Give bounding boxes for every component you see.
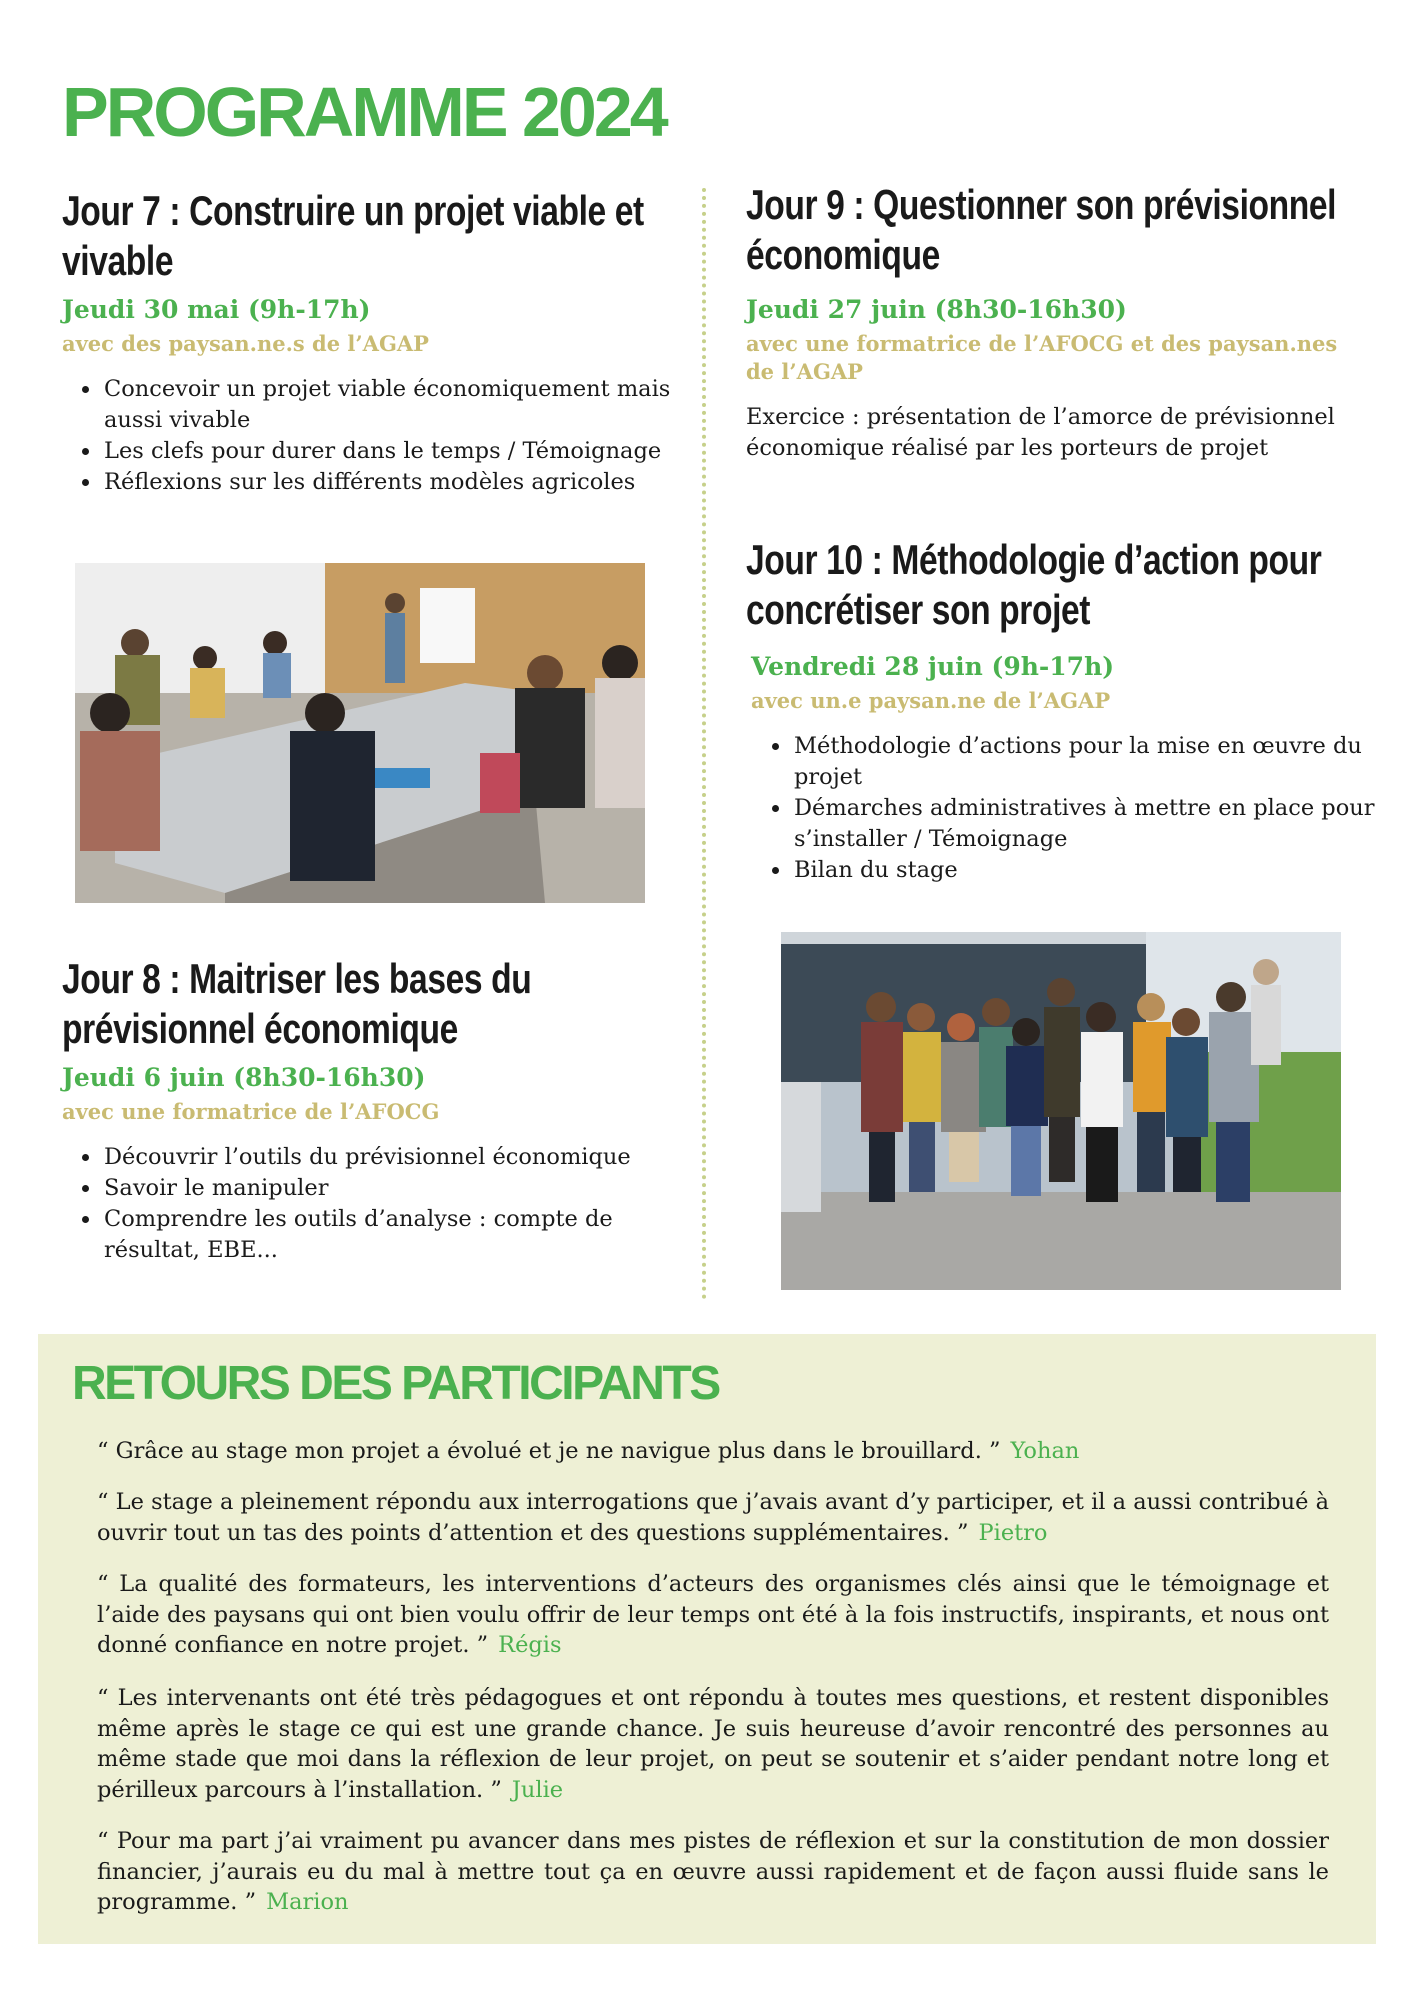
testimonial-text: “ Grâce au stage mon projet a évolué et je ne navigue plus dans le brouillard. ”: [97, 1438, 1001, 1464]
day-date: Jeudi 27 juin (8h30-16h30): [746, 295, 1127, 324]
group-photo: [781, 932, 1341, 1290]
bullet-item: • Savoir le manipuler: [102, 1173, 662, 1204]
testimonial: [97, 1683, 1329, 1805]
day-7-section: [62, 186, 682, 498]
day-title: Jour 8 : Maitriser les bases du prévisionnel économique: [62, 955, 532, 1052]
bullet-item: • Les clefs pour durer dans le temps / Témoignage: [102, 436, 702, 467]
day-date: Vendredi 28 juin (9h-17h): [751, 652, 1115, 681]
bullet-item: • Découvrir l’outils du prévisionnel économique: [102, 1142, 662, 1173]
bullet-item: • Comprendre les outils d’analyse : compte de résultat, EBE...: [102, 1204, 662, 1266]
bullet-item: • Méthodologie d’actions pour la mise en œuvre du projet: [792, 731, 1402, 793]
day-bullets: [62, 374, 702, 498]
testimonial: [97, 1487, 1329, 1548]
bullet-item: • Bilan du stage: [792, 855, 1402, 886]
day-bullets: [746, 731, 1402, 886]
day-10-section: [746, 535, 1375, 886]
day-speaker: avec des paysan.ne.s de l’AGAP: [62, 331, 429, 356]
day-date: Jeudi 30 mai (9h-17h): [62, 295, 371, 324]
day-date: Jeudi 6 juin (8h30-16h30): [62, 1063, 426, 1092]
retours-title: RETOURS DES PARTICIPANTS: [72, 1357, 719, 1410]
testimonial-author: Régis: [498, 1632, 562, 1658]
bullet-item: • Réflexions sur les différents modèles agricoles: [102, 467, 702, 498]
day-title: Jour 7 : Construire un projet viable et vivable: [62, 187, 644, 284]
testimonial-text: “ Pour ma part j’ai vraiment pu avancer dans mes pistes de réflexion et sur la constitution de mon dossier financier, j’aurais eu du mal à mettre tout ça en œuvre aussi rapidement et de façon aussi fluide sans le programme. ”: [97, 1828, 1329, 1915]
testimonial: [97, 1436, 1329, 1467]
bullet-item: • Concevoir un projet viable économiquement mais aussi vivable: [102, 374, 702, 436]
testimonial: [97, 1569, 1329, 1661]
day-8-section: [62, 954, 692, 1266]
testimonial-author: Pietro: [978, 1519, 1048, 1546]
day-9-section: [746, 180, 1366, 464]
testimonial-text: “ Le stage a pleinement répondu aux interrogations que j’avais avant d’y participer, et il a aussi contribué à ouvrir tout un tas des points d’attention et des questions supplémentaires. ”: [97, 1489, 1329, 1546]
day-description: Exercice : présentation de l’amorce de prévisionnel économique réalisé par les porteurs de projet: [746, 404, 1335, 461]
day-bullets: [62, 1142, 662, 1266]
classroom-photo: [75, 563, 645, 903]
testimonial-author: Yohan: [1010, 1438, 1080, 1464]
column-divider: [702, 188, 706, 1300]
testimonial-author: Marion: [266, 1889, 349, 1915]
day-title: Jour 9 : Questionner son prévisionnel économique: [746, 181, 1337, 278]
testimonial: [97, 1826, 1329, 1918]
classroom-illustration: [75, 563, 645, 903]
page-title: PROGRAMME 2024: [62, 73, 666, 151]
testimonial-text: “ La qualité des formateurs, les interventions d’acteurs des organismes clés ainsi que le témoignage et l’aide des paysans qui ont bien voulu offrir de leur temps ont été à la fois instructifs, inspirants, et nous ont donné confiance en notre projet. ”: [97, 1571, 1329, 1658]
bullet-item: • Démarches administratives à mettre en place pour s’installer / Témoignage: [792, 793, 1402, 855]
day-speaker: avec un.e paysan.ne de l’AGAP: [751, 688, 1111, 713]
retours-box: [38, 1334, 1376, 1944]
testimonial-author: Julie: [511, 1776, 564, 1803]
testimonial-text: “ Les intervenants ont été très pédagogues et ont répondu à toutes mes questions, et restent disponibles même après le stage ce qui est une grande chance. Je suis heureuse d’avoir rencontré des personnes au même stade que moi dans la réflexion de leur projet, on peut se soutenir et s’aider pendant notre long et périlleux parcours à l’installation. ”: [97, 1685, 1329, 1803]
day-speaker: avec une formatrice de l’AFOCG: [62, 1099, 440, 1124]
day-title: Jour 10 : Méthodologie d’action pour concrétiser son projet: [746, 536, 1322, 633]
group-illustration: [781, 932, 1341, 1290]
day-speaker: avec une formatrice de l’AFOCG et des paysan.nes de l’AGAP: [746, 331, 1338, 384]
